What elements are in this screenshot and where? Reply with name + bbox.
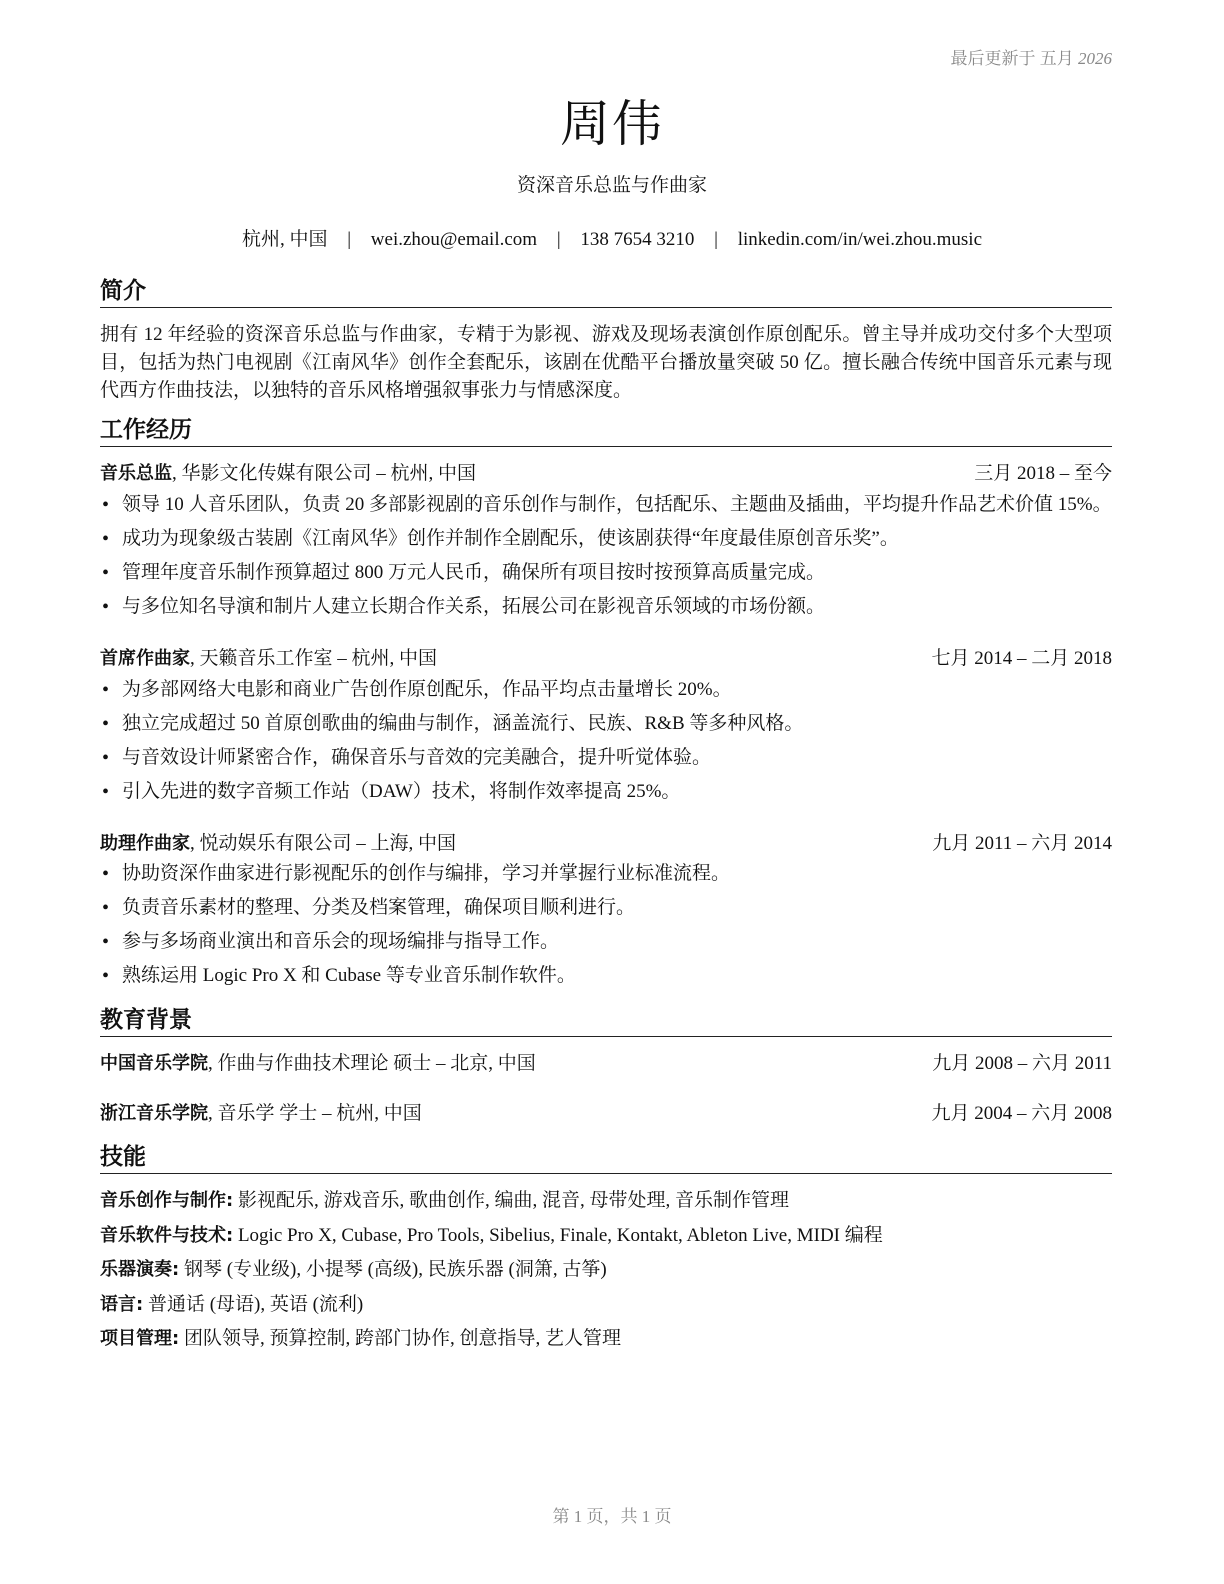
skill-label: 项目管理: <box>100 1328 180 1349</box>
education-school: 浙江音乐学院 <box>100 1103 208 1124</box>
contact-location: 杭州, 中国 <box>241 229 328 250</box>
skill-row <box>100 1188 1112 1214</box>
job-dates: 七月 2014 – 二月 2018 <box>931 648 1112 669</box>
list-item: • 为多部网络大电影和商业广告创作原创配乐，作品平均点击量增长 20%。 <box>100 673 1112 707</box>
job-org: , 华影文化传媒有限公司 – 杭州, 中国 <box>172 463 477 484</box>
contact-email[interactable]: wei.zhou@email.com <box>370 229 538 250</box>
job-heading <box>100 831 1112 857</box>
job-dates: 九月 2011 – 六月 2014 <box>932 833 1112 854</box>
candidate-headline: 资深音乐总监与作曲家 <box>516 175 707 196</box>
education-detail: , 音乐学 学士 – 杭州, 中国 <box>208 1103 422 1124</box>
list-item: • 协助资深作曲家进行影视配乐的创作与编排，学习并掌握行业标准流程。 <box>100 857 1112 891</box>
job-bullets <box>100 488 1112 624</box>
skill-row <box>100 1223 1112 1249</box>
list-item: • 与多位知名导演和制片人建立长期合作关系，拓展公司在影视音乐领域的市场份额。 <box>100 590 1112 624</box>
education-detail: , 作曲与作曲技术理论 硕士 – 北京, 中国 <box>208 1053 536 1074</box>
candidate-name: 周伟 <box>560 95 664 153</box>
education-dates: 九月 2004 – 六月 2008 <box>931 1103 1112 1124</box>
contact-phone: 138 7654 3210 <box>580 229 695 250</box>
contact-separator: | <box>347 229 352 250</box>
education-dates: 九月 2008 – 六月 2011 <box>932 1053 1112 1074</box>
skill-value: 影视配乐, 游戏音乐, 歌曲创作, 编曲, 混音, 母带处理, 音乐制作管理 <box>233 1190 789 1211</box>
list-item: • 参与多场商业演出和音乐会的现场编排与指导工作。 <box>100 925 1112 959</box>
job-role: 助理作曲家 <box>100 833 190 854</box>
education-school: 中国音乐学院 <box>100 1053 208 1074</box>
skill-value: 团队领导, 预算控制, 跨部门协作, 创意指导, 艺人管理 <box>179 1328 621 1349</box>
skill-label: 音乐软件与技术: <box>100 1225 234 1246</box>
skill-value: Logic Pro X, Cubase, Pro Tools, Sibelius, Finale, Kontakt, Ableton Live, MIDI 编程 <box>233 1225 883 1246</box>
contact-separator: | <box>714 229 718 250</box>
job-org: , 天籁音乐工作室 – 杭州, 中国 <box>190 648 438 669</box>
contact-line <box>0 224 1224 251</box>
section-title-summary: 简介 <box>100 277 1112 308</box>
skill-value: 普通话 (母语), 英语 (流利) <box>143 1294 364 1315</box>
skill-row <box>100 1326 1112 1352</box>
list-item: • 成功为现象级古装剧《江南风华》创作并制作全剧配乐，使该剧获得“年度最佳原创音乐奖”。 <box>100 522 1112 556</box>
job-role: 首席作曲家 <box>100 648 190 669</box>
section-title-education: 教育背景 <box>100 1006 1112 1037</box>
list-item: • 负责音乐素材的整理、分类及档案管理，确保项目顺利进行。 <box>100 891 1112 925</box>
skill-row <box>100 1292 1112 1318</box>
last-updated-label: 最后更新于 五月 <box>950 49 1074 68</box>
list-item: • 领导 10 人音乐团队，负责 20 多部影视剧的音乐创作与制作，包括配乐、主题曲及插曲，平均提升作品艺术价值 15%。 <box>100 488 1112 522</box>
contact-linkedin[interactable]: linkedin.com/in/wei.zhou.music <box>737 229 983 250</box>
skill-row <box>100 1257 1112 1283</box>
education-entry <box>100 1051 1112 1077</box>
section-title-experience: 工作经历 <box>100 416 1112 447</box>
last-updated <box>951 44 1113 69</box>
education-entry <box>100 1101 1112 1127</box>
list-item: • 独立完成超过 50 首原创歌曲的编曲与制作，涵盖流行、民族、R&B 等多种风格。 <box>100 707 1112 741</box>
job-heading <box>100 461 1112 487</box>
summary-text: 拥有 12 年经验的资深音乐总监与作曲家，专精于为影视、游戏及现场表演创作原创配乐。曾主导并成功交付多个大型项目，包括为热门电视剧《江南风华》创作全套配乐，该剧在优酷平台播放量突破 50 亿。擅长融合传统中国音乐元素与现代西方作曲技法，以独特的音乐风格增强叙事张力与情感深度。 <box>100 324 1112 401</box>
job-heading <box>100 646 1112 672</box>
section-title-skills: 技能 <box>100 1143 1112 1174</box>
contact-separator: | <box>556 229 561 250</box>
list-item: • 管理年度音乐制作预算超过 800 万元人民币，确保所有项目按时按预算高质量完成。 <box>100 556 1112 590</box>
skill-value: 钢琴 (专业级), 小提琴 (高级), 民族乐器 (洞箫, 古筝) <box>179 1259 607 1280</box>
list-item: • 与音效设计师紧密合作，确保音乐与音效的完美融合，提升听觉体验。 <box>100 741 1112 775</box>
skill-label: 乐器演奏: <box>100 1259 180 1280</box>
job-role: 音乐总监 <box>100 463 172 484</box>
job-org: , 悦动娱乐有限公司 – 上海, 中国 <box>190 833 457 854</box>
list-item: • 引入先进的数字音频工作站（DAW）技术，将制作效率提高 25%。 <box>100 775 1112 809</box>
list-item: • 熟练运用 Logic Pro X 和 Cubase 等专业音乐制作软件。 <box>100 959 1112 993</box>
job-bullets <box>100 673 1112 809</box>
job-bullets <box>100 857 1112 993</box>
page-number: 第 1 页，共 1 页 <box>552 1507 672 1526</box>
skill-label: 语言: <box>100 1294 144 1315</box>
skill-label: 音乐创作与制作: <box>100 1190 234 1211</box>
last-updated-year: 2026 <box>1078 49 1112 68</box>
job-dates: 三月 2018 – 至今 <box>974 463 1112 484</box>
